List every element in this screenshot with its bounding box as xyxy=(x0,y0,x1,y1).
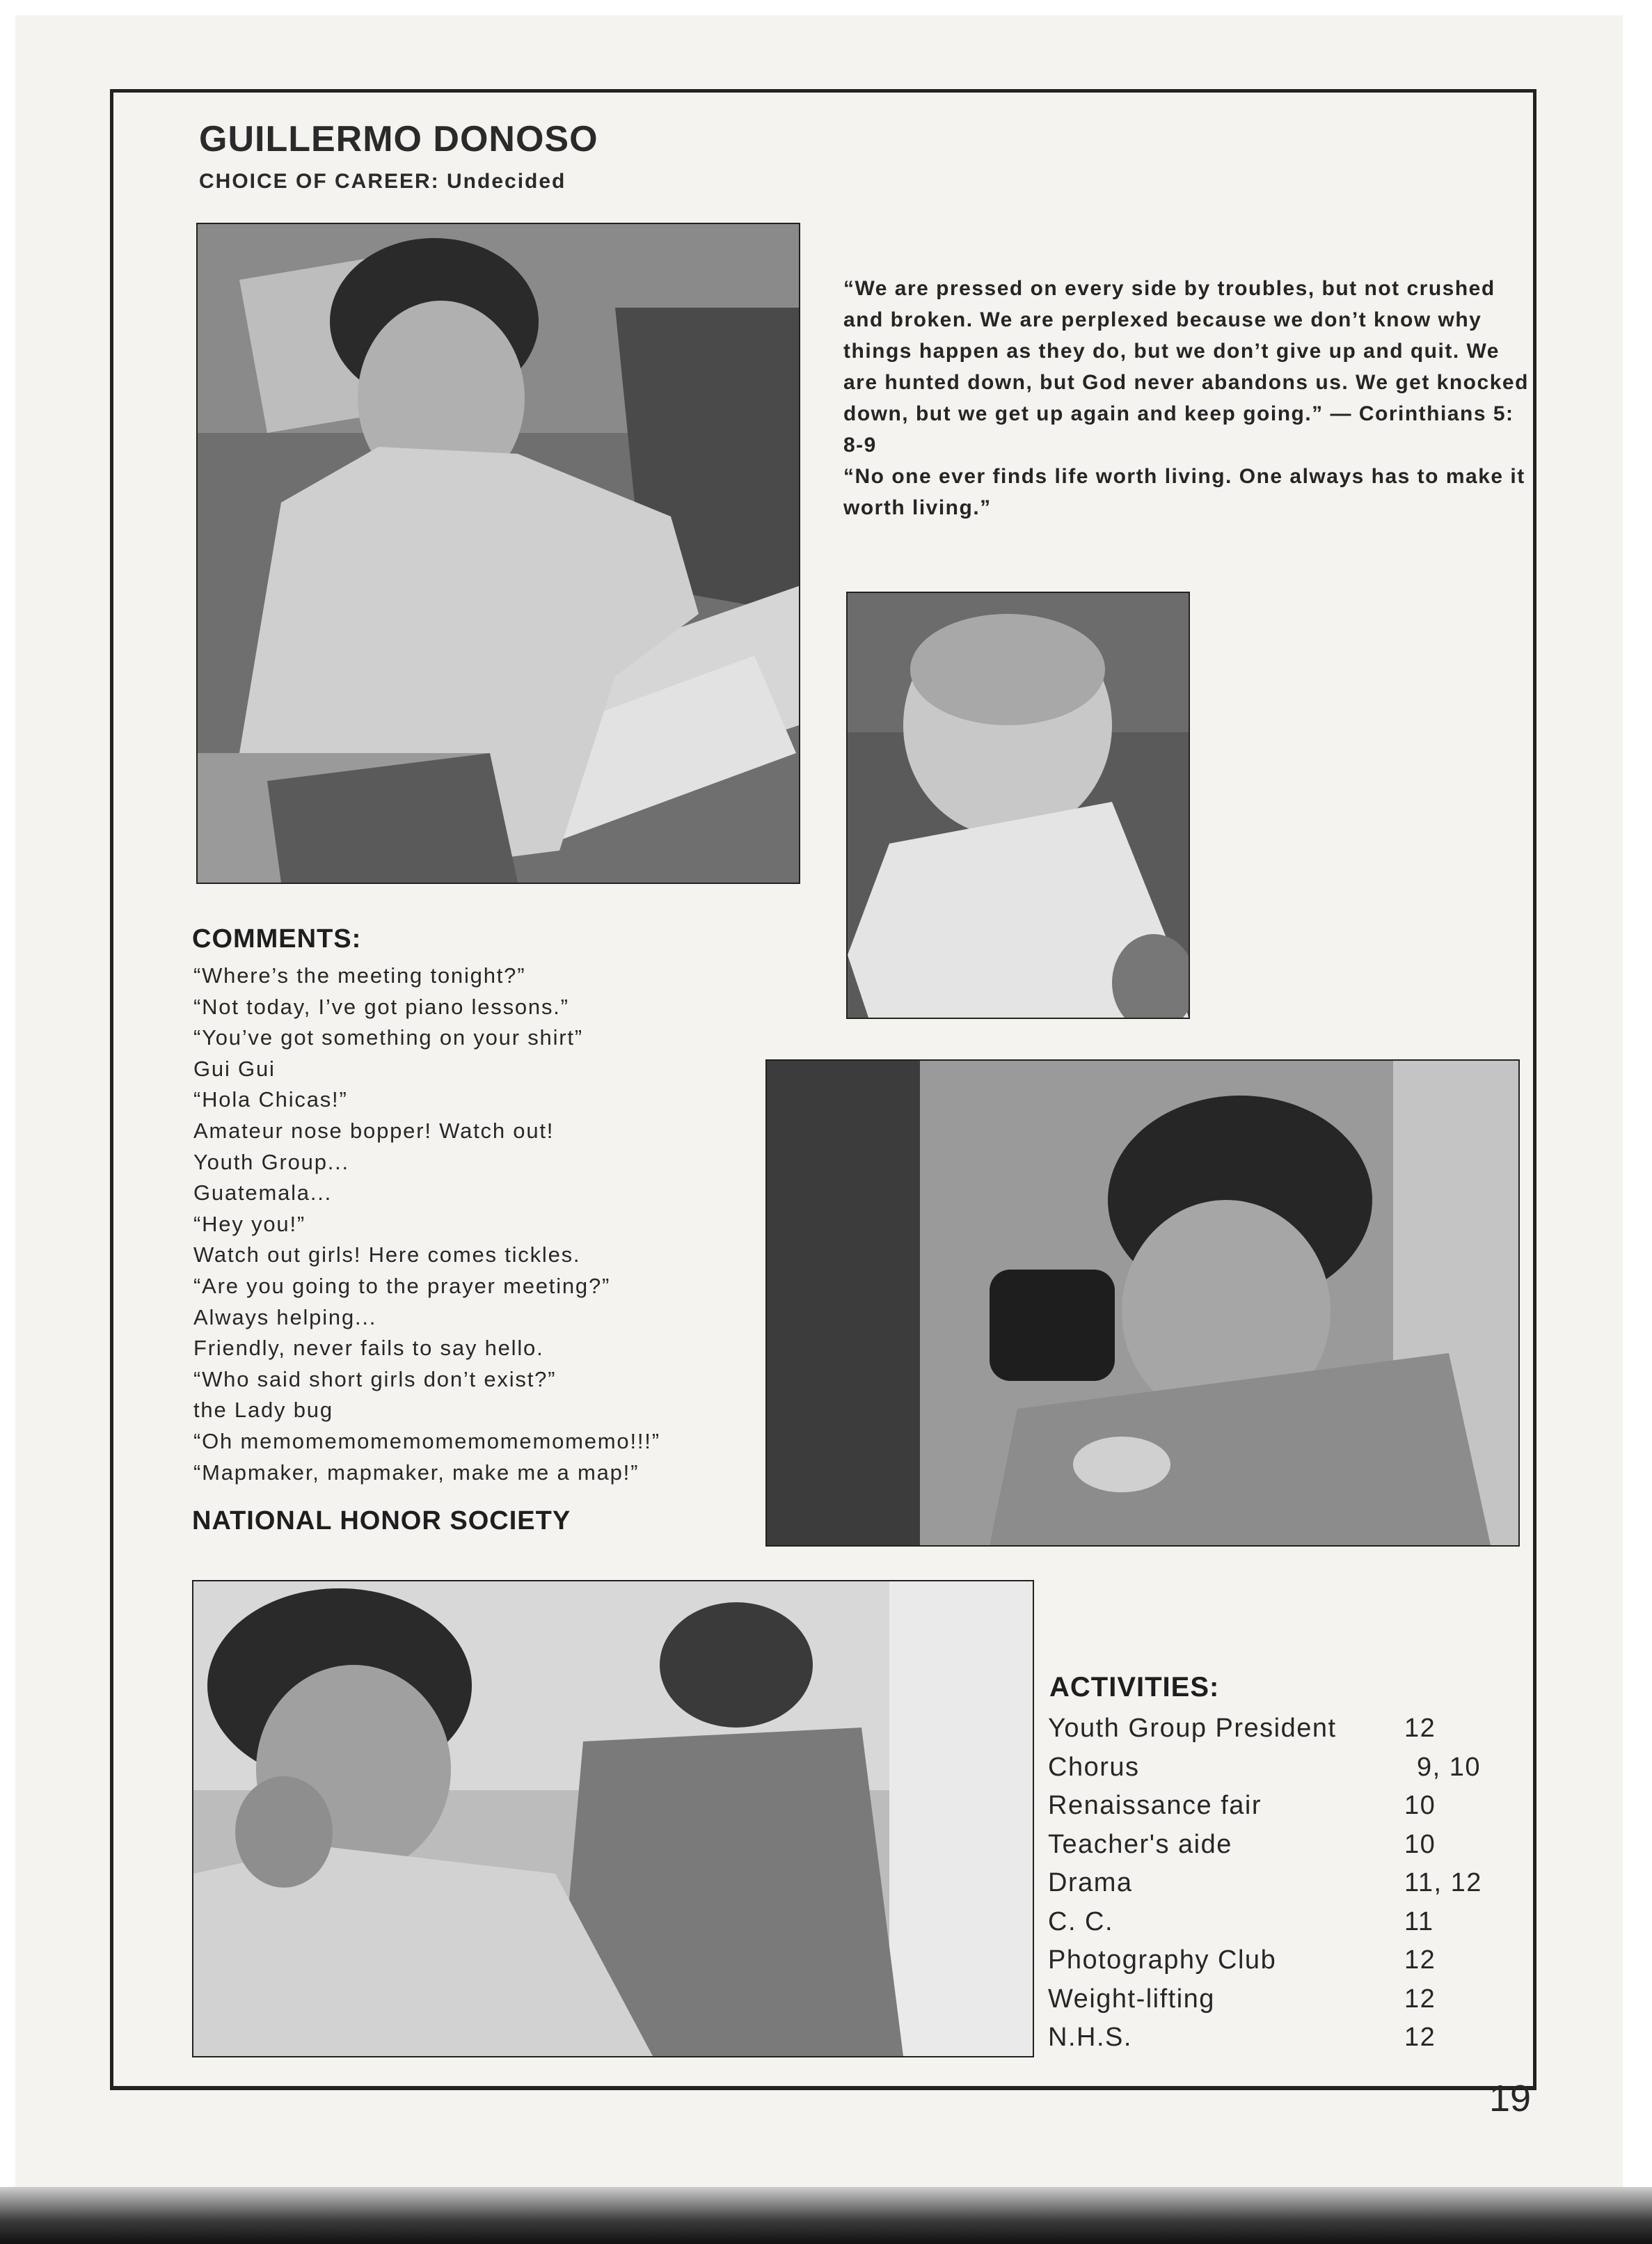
activity-years: 11 xyxy=(1404,1906,1434,1936)
list-item: Watch out girls! Here comes tickles. xyxy=(193,1242,581,1267)
career-choice: CHOICE OF CAREER: Undecided xyxy=(199,170,566,193)
activity-name: C. C. xyxy=(1048,1906,1114,1936)
activity-name: N.H.S. xyxy=(1048,2023,1132,2052)
activity-years: 10 xyxy=(1404,1829,1436,1859)
list-item: Always helping... xyxy=(193,1304,377,1329)
portrait-photo xyxy=(196,223,800,884)
activity-name: Teacher's aide xyxy=(1048,1829,1232,1859)
activity-years: 12 xyxy=(1404,1984,1436,2014)
list-item: “Where’s the meeting tonight?” xyxy=(193,963,526,988)
activity-name: Youth Group President xyxy=(1048,1714,1337,1743)
activity-row xyxy=(1048,1903,1535,1942)
list-item: “Hey you!” xyxy=(193,1211,305,1236)
list-item: “Not today, I’ve got piano lessons.” xyxy=(193,994,569,1019)
classroom-photo xyxy=(192,1580,1034,2057)
list-item: “Oh memomemomemomemomemomemo!!!” xyxy=(193,1428,660,1453)
honor-society-heading: NATIONAL HONOR SOCIETY xyxy=(192,1506,571,1535)
list-item: “Who said short girls don’t exist?” xyxy=(193,1366,557,1391)
activity-years: 10 xyxy=(1404,1791,1436,1820)
activity-row xyxy=(1048,1787,1535,1826)
page-number: 19 xyxy=(1489,2078,1532,2119)
list-item: “Are you going to the prayer meeting?” xyxy=(193,1273,611,1298)
camera-photo xyxy=(765,1059,1520,1547)
comments-heading: COMMENTS: xyxy=(192,924,362,954)
activity-name: Chorus xyxy=(1048,1752,1140,1782)
list-item: Amateur nose bopper! Watch out! xyxy=(193,1118,555,1143)
baby-photo xyxy=(846,592,1190,1019)
list-item: “Hola Chicas!” xyxy=(193,1087,348,1112)
activity-row xyxy=(1048,1980,1535,2019)
activity-row xyxy=(1048,1709,1535,1748)
list-item: Youth Group... xyxy=(193,1149,349,1174)
comments-list xyxy=(193,961,750,1488)
activity-row xyxy=(1048,2018,1535,2057)
senior-quote xyxy=(843,273,1532,523)
activity-years: 9, 10 xyxy=(1417,1752,1482,1782)
activity-row xyxy=(1048,1941,1535,1980)
scan-edge xyxy=(0,2187,1652,2244)
list-item: Gui Gui xyxy=(193,1056,276,1081)
activities-heading: ACTIVITIES: xyxy=(1049,1672,1220,1702)
list-item: Friendly, never fails to say hello. xyxy=(193,1336,544,1361)
activity-name: Drama xyxy=(1048,1868,1133,1897)
list-item: “You’ve got something on your shirt” xyxy=(193,1025,583,1050)
activity-row xyxy=(1048,1748,1535,1787)
activity-name: Renaissance fair xyxy=(1048,1791,1262,1820)
activity-years: 11, 12 xyxy=(1404,1868,1482,1897)
list-item: “Mapmaker, mapmaker, make me a map!” xyxy=(193,1460,640,1485)
activity-years: 12 xyxy=(1404,1714,1436,1743)
activity-years: 12 xyxy=(1404,1945,1436,1975)
activity-name: Photography Club xyxy=(1048,1945,1277,1975)
activity-name: Weight-lifting xyxy=(1048,1984,1215,2014)
list-item: the Lady bug xyxy=(193,1398,333,1423)
list-item: Guatemala... xyxy=(193,1180,333,1206)
student-name: GUILLERMO DONOSO xyxy=(199,119,598,159)
quote-corinthians: “We are pressed on every side by troubles, but not crushed and broken. We are perplexed because we don’t know why things happen as they do, but we don’t give up and quit. We are hunted down, but God never abandons us. We get knocked down, but we get up again and keep going.” — Corinthians 5: 8-9 xyxy=(843,277,1529,457)
activity-row xyxy=(1048,1826,1535,1865)
activity-years: 12 xyxy=(1404,2023,1436,2052)
quote-life-worth-living: “No one ever finds life worth living. One always has to make it worth living.” xyxy=(843,465,1525,519)
activity-row xyxy=(1048,1864,1535,1903)
activities-list xyxy=(1048,1709,1535,2057)
